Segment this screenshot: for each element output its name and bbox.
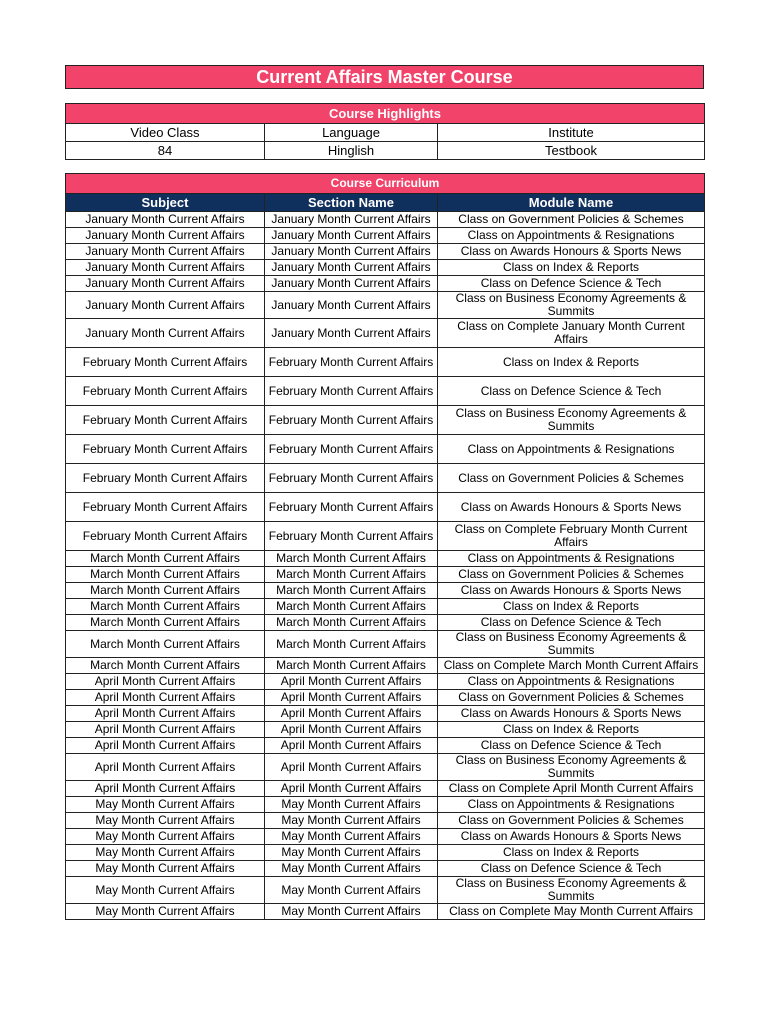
course-highlights-table [65,103,705,160]
table-row [66,319,705,348]
module-cell: Class on Business Economy Agreements & Summits [438,754,705,781]
section-cell: May Month Current Affairs [265,829,438,845]
table-row [66,877,705,904]
module-cell: Class on Business Economy Agreements & Summits [438,406,705,435]
table-row [66,228,705,244]
section-cell: May Month Current Affairs [265,904,438,920]
section-cell: February Month Current Affairs [265,464,438,493]
table-row [66,674,705,690]
table-row [66,722,705,738]
module-cell: Class on Appointments & Resignations [438,551,705,567]
table-row [66,260,705,276]
subject-cell: January Month Current Affairs [66,319,265,348]
module-cell: Class on Defence Science & Tech [438,615,705,631]
subject-cell: May Month Current Affairs [66,813,265,829]
highlights-value: Testbook [438,142,705,160]
table-row [66,797,705,813]
table-row [66,781,705,797]
table-row [66,583,705,599]
module-cell: Class on Awards Honours & Sports News [438,493,705,522]
table-row [66,212,705,228]
table-row [66,738,705,754]
section-cell: January Month Current Affairs [265,319,438,348]
section-cell: March Month Current Affairs [265,583,438,599]
section-cell: February Month Current Affairs [265,406,438,435]
module-cell: Class on Complete March Month Current Affairs [438,658,705,674]
table-row [66,551,705,567]
module-cell: Class on Appointments & Resignations [438,797,705,813]
module-cell: Class on Index & Reports [438,260,705,276]
module-cell: Class on Business Economy Agreements & Summits [438,631,705,658]
subject-cell: January Month Current Affairs [66,212,265,228]
table-row [66,658,705,674]
module-cell: Class on Defence Science & Tech [438,738,705,754]
module-cell: Class on Government Policies & Schemes [438,690,705,706]
table-row [66,377,705,406]
table-row [66,406,705,435]
section-cell: January Month Current Affairs [265,276,438,292]
subject-cell: January Month Current Affairs [66,292,265,319]
module-cell: Class on Index & Reports [438,599,705,615]
section-cell: March Month Current Affairs [265,551,438,567]
table-row [66,493,705,522]
table-row [66,631,705,658]
table-row [66,829,705,845]
section-cell: May Month Current Affairs [265,877,438,904]
module-cell: Class on Government Policies & Schemes [438,464,705,493]
module-cell: Class on Government Policies & Schemes [438,813,705,829]
subject-cell: April Month Current Affairs [66,690,265,706]
column-header-section: Section Name [265,194,438,212]
section-cell: January Month Current Affairs [265,292,438,319]
module-cell: Class on Government Policies & Schemes [438,567,705,583]
section-cell: April Month Current Affairs [265,781,438,797]
subject-cell: January Month Current Affairs [66,260,265,276]
subject-cell: March Month Current Affairs [66,567,265,583]
subject-cell: March Month Current Affairs [66,599,265,615]
subject-cell: March Month Current Affairs [66,631,265,658]
section-cell: May Month Current Affairs [265,861,438,877]
section-cell: February Month Current Affairs [265,377,438,406]
module-cell: Class on Complete April Month Current Affairs [438,781,705,797]
subject-cell: February Month Current Affairs [66,464,265,493]
subject-cell: March Month Current Affairs [66,658,265,674]
subject-cell: March Month Current Affairs [66,551,265,567]
subject-cell: January Month Current Affairs [66,276,265,292]
table-row [66,292,705,319]
subject-cell: May Month Current Affairs [66,797,265,813]
subject-cell: April Month Current Affairs [66,722,265,738]
section-cell: April Month Current Affairs [265,722,438,738]
curriculum-heading: Course Curriculum [66,174,705,194]
section-cell: March Month Current Affairs [265,599,438,615]
module-cell: Class on Government Policies & Schemes [438,212,705,228]
table-row [66,690,705,706]
subject-cell: February Month Current Affairs [66,435,265,464]
module-cell: Class on Appointments & Resignations [438,228,705,244]
section-cell: May Month Current Affairs [265,845,438,861]
subject-cell: January Month Current Affairs [66,228,265,244]
subject-cell: May Month Current Affairs [66,877,265,904]
subject-cell: February Month Current Affairs [66,522,265,551]
subject-cell: May Month Current Affairs [66,861,265,877]
table-row [66,522,705,551]
module-cell: Class on Awards Honours & Sports News [438,583,705,599]
section-cell: March Month Current Affairs [265,567,438,583]
subject-cell: April Month Current Affairs [66,754,265,781]
highlights-column-header: Language [265,124,438,142]
section-cell: February Month Current Affairs [265,493,438,522]
highlights-column-header: Institute [438,124,705,142]
subject-cell: April Month Current Affairs [66,674,265,690]
subject-cell: February Month Current Affairs [66,377,265,406]
section-cell: February Month Current Affairs [265,348,438,377]
section-cell: February Month Current Affairs [265,435,438,464]
subject-cell: February Month Current Affairs [66,348,265,377]
table-row [66,706,705,722]
section-cell: January Month Current Affairs [265,244,438,260]
section-cell: March Month Current Affairs [265,615,438,631]
module-cell: Class on Complete May Month Current Affairs [438,904,705,920]
table-row [66,813,705,829]
module-cell: Class on Business Economy Agreements & Summits [438,877,705,904]
subject-cell: May Month Current Affairs [66,829,265,845]
section-cell: February Month Current Affairs [265,522,438,551]
section-cell: May Month Current Affairs [265,813,438,829]
subject-cell: February Month Current Affairs [66,493,265,522]
highlights-column-header: Video Class [66,124,265,142]
table-row [66,599,705,615]
table-row [66,276,705,292]
module-cell: Class on Complete January Month Current Affairs [438,319,705,348]
table-row [66,845,705,861]
column-header-subject: Subject [66,194,265,212]
column-header-module: Module Name [438,194,705,212]
page-title: Current Affairs Master Course [65,65,704,89]
module-cell: Class on Index & Reports [438,845,705,861]
module-cell: Class on Defence Science & Tech [438,276,705,292]
module-cell: Class on Index & Reports [438,722,705,738]
module-cell: Class on Index & Reports [438,348,705,377]
section-cell: March Month Current Affairs [265,658,438,674]
module-cell: Class on Defence Science & Tech [438,861,705,877]
subject-cell: May Month Current Affairs [66,904,265,920]
module-cell: Class on Awards Honours & Sports News [438,706,705,722]
highlights-value: 84 [66,142,265,160]
table-row [66,567,705,583]
module-cell: Class on Appointments & Resignations [438,435,705,464]
subject-cell: March Month Current Affairs [66,615,265,631]
module-cell: Class on Appointments & Resignations [438,674,705,690]
section-cell: April Month Current Affairs [265,738,438,754]
section-cell: May Month Current Affairs [265,797,438,813]
table-row [66,861,705,877]
subject-cell: January Month Current Affairs [66,244,265,260]
subject-cell: March Month Current Affairs [66,583,265,599]
subject-cell: February Month Current Affairs [66,406,265,435]
section-cell: April Month Current Affairs [265,674,438,690]
section-cell: January Month Current Affairs [265,212,438,228]
table-row [66,754,705,781]
subject-cell: May Month Current Affairs [66,845,265,861]
table-row [66,244,705,260]
module-cell: Class on Complete February Month Current Affairs [438,522,705,551]
subject-cell: April Month Current Affairs [66,738,265,754]
subject-cell: April Month Current Affairs [66,781,265,797]
module-cell: Class on Defence Science & Tech [438,377,705,406]
highlights-heading: Course Highlights [66,104,705,124]
section-cell: April Month Current Affairs [265,706,438,722]
course-curriculum-table [65,173,705,920]
module-cell: Class on Awards Honours & Sports News [438,244,705,260]
section-cell: April Month Current Affairs [265,754,438,781]
module-cell: Class on Business Economy Agreements & Summits [438,292,705,319]
subject-cell: April Month Current Affairs [66,706,265,722]
section-cell: March Month Current Affairs [265,631,438,658]
table-row [66,464,705,493]
table-row [66,435,705,464]
table-row [66,348,705,377]
section-cell: January Month Current Affairs [265,228,438,244]
module-cell: Class on Awards Honours & Sports News [438,829,705,845]
table-row [66,615,705,631]
section-cell: April Month Current Affairs [265,690,438,706]
highlights-value: Hinglish [265,142,438,160]
table-row [66,904,705,920]
section-cell: January Month Current Affairs [265,260,438,276]
